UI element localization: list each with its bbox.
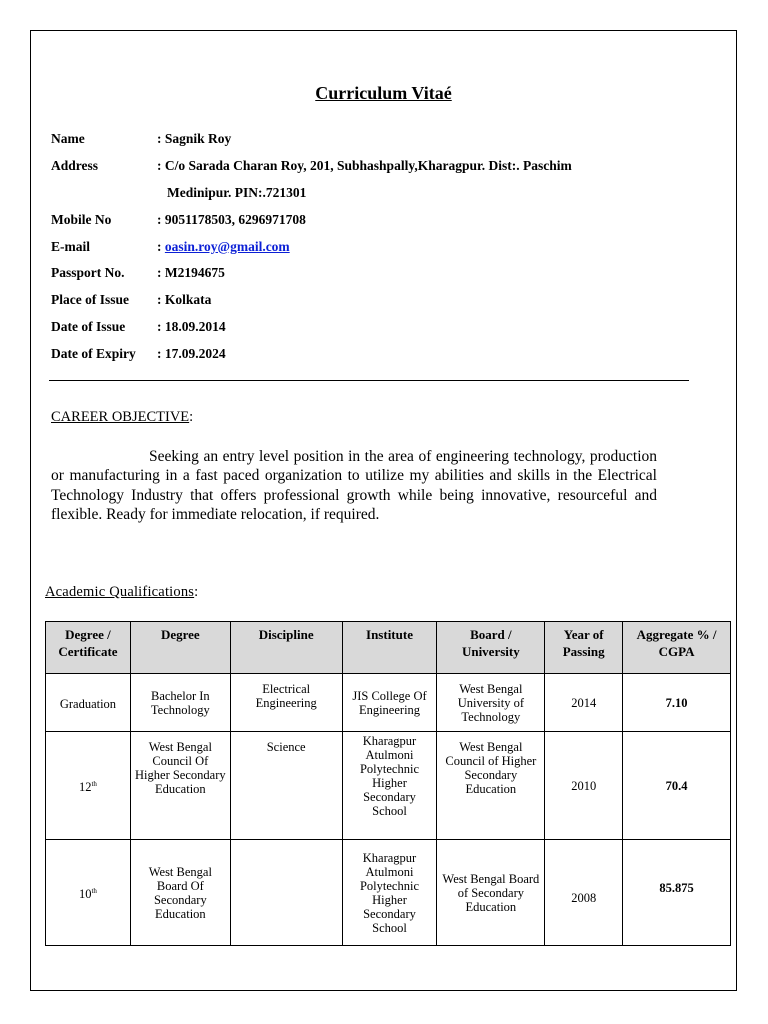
address-label: Address [51,157,99,173]
cell-discipline: Electrical Engineering [230,674,342,732]
table-row [46,732,731,840]
detail-row-address [51,158,637,212]
section-divider [49,380,689,381]
date-of-issue-label: Date of Issue [51,318,126,334]
cell-degree-certificate: Graduation [46,674,131,732]
email-value [157,239,290,255]
date-of-issue-value: : 18.09.2014 [157,318,226,334]
email-prefix: : [157,238,165,254]
cell-board: West Bengal Council of Higher Secondary Education [437,732,545,840]
cv-page [30,30,737,991]
address-line-2: Medinipur. PIN:.721301 [167,184,307,200]
passport-label: Passport No. [51,265,125,281]
detail-row-passport [51,265,637,292]
cell-institute: Kharagpur Atulmoni Polytechnic Higher Secondary School [342,840,437,946]
detail-row-date-of-expiry [51,346,637,373]
cell-degree-certificate: 10th [46,840,131,946]
detail-row-date-of-issue [51,319,637,346]
detail-row-place-of-issue [51,292,637,319]
cell-degree: West Bengal Board Of Secondary Education [130,840,230,946]
cell-year: 2014 [545,674,623,732]
cell-degree: Bachelor In Technology [130,674,230,732]
email-link[interactable]: oasin.roy@gmail.com [164,238,290,254]
cell-year: 2010 [545,732,623,840]
cell-aggregate: 85.875 [623,840,731,946]
place-of-issue-value: : Kolkata [157,292,212,308]
address-value [157,152,637,206]
address-line-1: : C/o Sarada Charan Roy, 201, Subhashpally,Kharagpur. Dist:. Paschim [157,157,572,173]
cell-aggregate: 7.10 [623,674,731,732]
mobile-label: Mobile No [51,211,112,227]
cell-aggregate: 70.4 [623,732,731,840]
cell-board: West Bengal University of Technology [437,674,545,732]
email-label: E-mail [51,238,90,254]
header-degree: Degree [130,622,230,674]
cell-board: West Bengal Board of Secondary Education [437,840,545,946]
table-header-row [46,622,731,674]
header-aggregate: Aggregate % / CGPA [623,622,731,674]
header-board-university: Board / University [437,622,545,674]
name-value: : Sagnik Roy [157,131,232,146]
cell-institute: Kharagpur Atulmoni Polytechnic Higher Secondary School [342,732,437,840]
career-objective-heading: CAREER OBJECTIVE: [51,409,194,425]
cell-institute: JIS College Of Engineering [342,674,437,732]
cell-year: 2008 [545,840,623,946]
table-row [46,840,731,946]
cell-discipline [230,840,342,946]
place-of-issue-label: Place of Issue [51,292,129,308]
detail-row-mobile [51,212,637,239]
personal-details [51,131,637,373]
cell-degree: West Bengal Council Of Higher Secondary Education [130,732,230,840]
header-discipline: Discipline [230,622,342,674]
academic-heading: Academic Qualifications: [45,584,199,600]
document-title: Curriculum Vitaé [315,83,452,103]
mobile-value: : 9051178503, 6296971708 [157,211,306,227]
name-label: Name [51,131,85,146]
header-degree-certificate: Degree / Certificate [46,622,131,674]
date-of-expiry-label: Date of Expiry [51,345,136,361]
academic-table [45,621,731,946]
date-of-expiry-value: : 17.09.2024 [157,345,226,361]
career-objective-text: Seeking an entry level position in the area of engineering technology, production or manufacturing in a fast paced organization to utilize my abilities and skills in the Electrical Technology Industry that offers professional growth while being innovative, resourceful and flexible. Ready for immediate relocation, if required. [51,448,657,523]
detail-row-email [51,239,637,266]
passport-value: : M2194675 [157,265,225,281]
cell-discipline: Science [230,732,342,840]
header-year-of-passing: Year of Passing [545,622,623,674]
header-institute: Institute [342,622,437,674]
cell-degree-certificate: 12th [46,732,131,840]
table-row [46,674,731,732]
